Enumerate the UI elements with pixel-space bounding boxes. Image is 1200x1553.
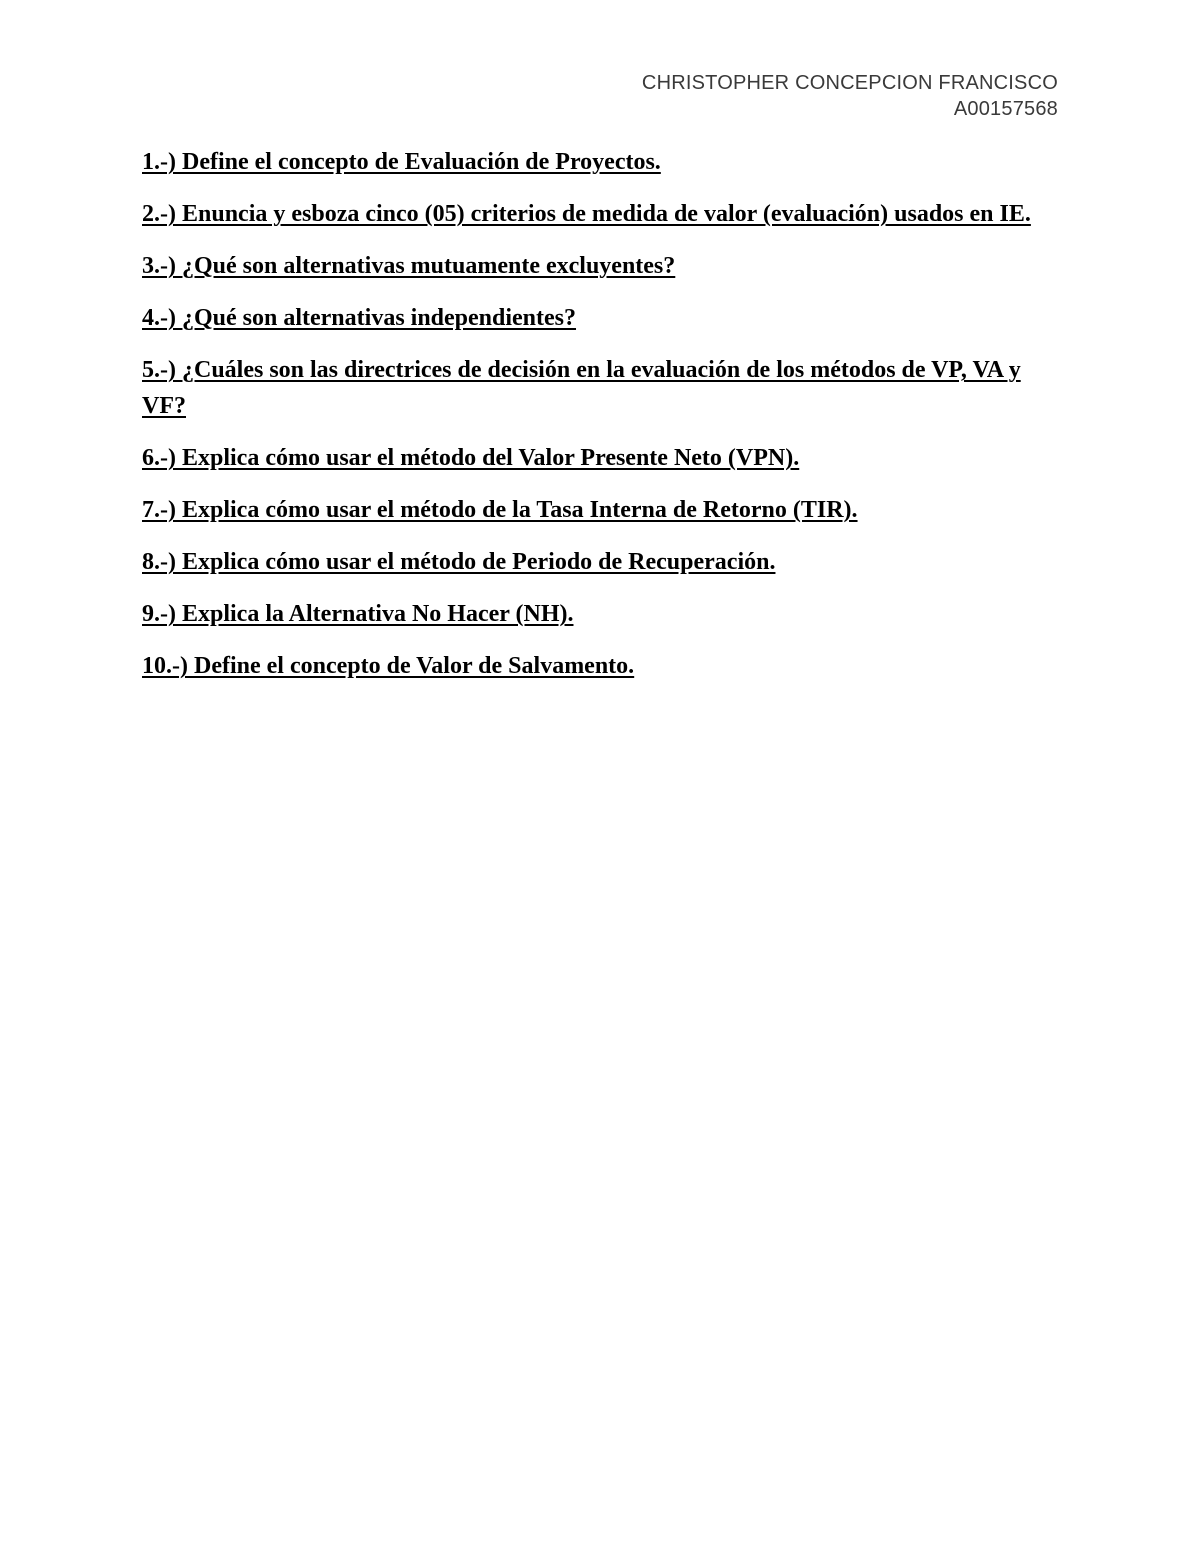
question-item: 10.-) Define el concepto de Valor de Salvamento. — [142, 653, 635, 679]
question-item: 7.-) Explica cómo usar el método de la Tasa Interna de Retorno (TIR). — [142, 497, 858, 523]
question-item: 9.-) Explica la Alternativa No Hacer (NH). — [142, 601, 574, 627]
question-item: 8.-) Explica cómo usar el método de Periodo de Recuperación. — [142, 549, 776, 575]
question-item: 5.-) ¿Cuáles son las directrices de decisión en la evaluación de los métodos de VP, VA y VF? — [142, 357, 1021, 419]
author-name: CHRISTOPHER CONCEPCION FRANCISCO — [641, 72, 1058, 94]
student-id: A00157568 — [953, 98, 1058, 120]
question-list — [142, 144, 1062, 700]
question-item: 3.-) ¿Qué son alternativas mutuamente excluyentes? — [142, 253, 676, 279]
question-item: 4.-) ¿Qué son alternativas independientes? — [142, 305, 577, 331]
document-header — [642, 70, 1058, 122]
question-item: 2.-) Enuncia y esboza cinco (05) criterios de medida de valor (evaluación) usados en IE. — [142, 201, 1031, 227]
question-item: 6.-) Explica cómo usar el método del Valor Presente Neto (VPN). — [142, 445, 800, 471]
question-item: 1.-) Define el concepto de Evaluación de Proyectos. — [142, 149, 661, 175]
